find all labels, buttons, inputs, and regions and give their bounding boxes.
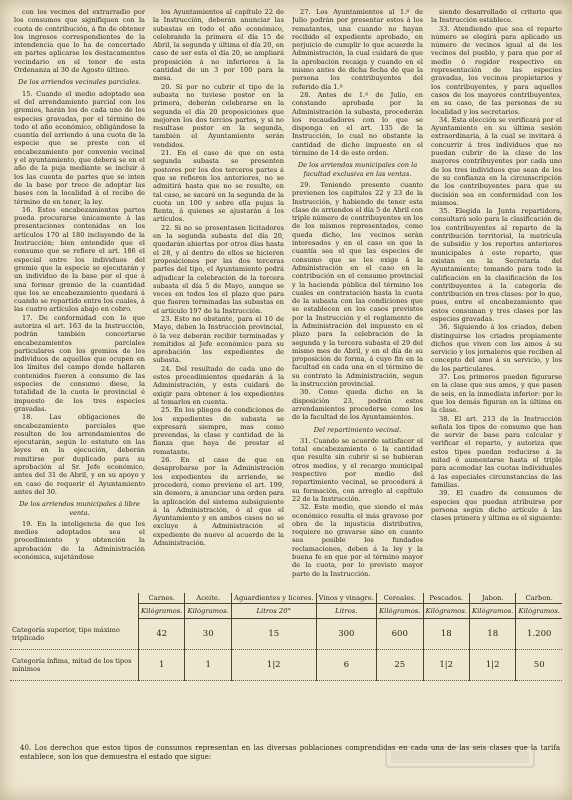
paragraph: 38. El art. 213 de la Instrucción señala los tipos de consumo que han de servir de base para calcular y verificar el reparto, y autoriza que estos tipos puedan reducirse á la mitad ó aumentarse hasta el triple para acomodar las cuotas individuales á las especiales circunstancias de las familias. (431, 414, 562, 489)
table-row (10, 650, 562, 681)
column-1 (14, 8, 145, 592)
paragraph: 23. Esto no obstante, para el 10 de Mayo, deben la Instrucción provincial, ó la vez deberán recibir terminadas y remitidos al Jefe económico para su aprobación los expedientes de subasta. (153, 314, 284, 365)
paragraph: 37. Los primeros pueden figurarse en la clase que sus amos, y que pasen de seis, en la inmediata inferior: por lo que los demás figuran en la última en la clase. (431, 373, 562, 415)
paragraph: 31. Cuando se acuerde satisfacer el total encabezamiento ó la cantidad que resulte sin cubrir si se hubieran otros medios, y el recargo municipal respectivo por medio del repartimiento vecinal, se procederá á su formación, con arreglo al capítulo 22 de la Instrucción. (292, 436, 423, 503)
col-header: Jabon. (469, 593, 515, 604)
column-4 (431, 8, 562, 592)
unit-cell: Kilógramos. (139, 604, 185, 619)
paragraph: 16. Estos encabezamientos partes pueda procurarse únicamente á las presentaciones contenidas en los artículos 170 al 180 incluyendo de la Instrucción; bien entendido que el consumo que se refiere el art. 186 el especial entre los individuos del gremio que la especie se ejecutarán y un individuo de la base por el que á una formar gremio de la cuantidad que los se encabezamiento quedará á cuando se repartido entre los cuales, á las cuatro artículos abajo en cobro. (14, 205, 145, 314)
table-cell: 1|2 (423, 650, 469, 681)
paragraph: siendo desarrollado el criterio que la Instrucción establece. (431, 8, 562, 25)
col-header: Carnes. (139, 593, 185, 604)
unit-cell: Kilógramos. (516, 604, 562, 619)
paragraph: 29. Teniendo presente cuanto previenen los capítulos 22 y 23 de la Instrucción, y habiendo de tener esta clase de arriendos el día 5 de Abril con triple número de contribuyentes en los de los mismos representados, como queda dicho, los vecinos serán interesados y en el caso en que la cuantía sea el que las especies de consumo que se les exige á la Administración en el caso en la contribución en el consumo provincial y la hacienda pública del término los cuales en contratación hasta la cuota de la subasta con las condiciones que se establecen en los casos previstos por la Instrucción y el reglamento de la Administración del impuesto en el plazo para la celebración de la segunda y la tercera subasta el 29 del mismo mes de Abril, y en el día de su proposición de forma, á cuyo fin en la facultad en cada una en el término de su contrato la Administración, segun la instrucción provincial. (292, 180, 423, 389)
table-cell: 1|2 (469, 650, 515, 681)
paragraph: 19. En la inteligencia de que los medios adoptados sea el procedimiento y obtención la aprobación de la Administración económica, sujetándose (14, 519, 145, 561)
table-cell: 30 (185, 619, 231, 650)
section-heading: De los arriendos municipales á libre venta. (19, 500, 140, 517)
row-label: Categoría superior, tipo máximo triplicado (10, 619, 139, 650)
column-2 (153, 8, 284, 592)
row-label: Categoría ínfima, mitad de los tipos mínimos (10, 650, 139, 681)
table-units-row (10, 604, 562, 619)
table-cell: 1|2 (231, 650, 316, 681)
table-cell: 15 (231, 619, 316, 650)
table-corner (10, 593, 139, 604)
paragraph: 17. De conformidad con lo que autoriza el art. 163 de la Instrucción, podrán también concertarse encabezamientos parciales particulares con los gremios de los individuos de aquellos que ocupen en los límites del campo donde hallaren contenidos fueren á consumo de las especies de consumo diese, la totalidad de la cuota le provincial é impuesto de los tres especies gravadas. (14, 313, 145, 413)
paragraph: 30. Como queda dicho en la disposición 23, podrán estos arrendamientos procederse como los de la facultad de los Ayuntamientos. (292, 388, 423, 422)
paragraph: 24. Del resultado de cada uno de estos procedimientos quedarán á la Administración, y esta cuidará de exigir para obtener á los expedientes al tomarlos en cuenta. (153, 364, 284, 406)
paragraph: 32. Este medio, que siendo el más económico resulta el más gravoso por obra de la injusticia distributiva, requiere no gravarse sino en cuanto sea posible los fundados reclamaciones, deben á la ley y la buena fe en que por el término mayor de la cuota, por lo previsto mayor parte de la Instrucción. (292, 503, 423, 578)
unit-cell: Kilógramos. (377, 604, 423, 619)
consumption-table-wrapper (10, 593, 562, 743)
text-columns (14, 8, 562, 592)
paragraph: los Ayuntamientos al capítulo 22 de la Instrucción, deberán anunciar las subastas en todo el año económico, celebrando la primera el día 15 de Abril, la segunda y última el día 20, en caso de ser esta el día 20, se ampliará proposición á no inferiores á la cantidad de un 3 por 100 para la mesa. (153, 8, 284, 83)
paragraph: 26. En el caso de que en desaprobarse por la Administración los expedientes de arriendo, se procederá, como previene el art. 199, sin demora, á anunciar una orden para la aplicación del sistema subsiguiente á la Administración, ó al que el Ayuntamiento y en ambos casos no se excluye á Administración el expediente de nuevo al acuerdo de la Administración. (153, 456, 284, 547)
table-cell: 18 (469, 619, 515, 650)
section-heading: De los arriendos municipales con la facultad exclusiva en las ventas. (297, 161, 418, 178)
unit-cell: Kilógramos. (469, 604, 515, 619)
unit-cell: Kilógramos. (423, 604, 469, 619)
paragraph: 28. Antes de 1.º de Julio, en constando aprobada por la Administración la subasta, procederán los recaudadores con lo que se disponga en el art. 135 de la Instrucción, lo cual no obstante la cantidad de dicho impuesto en el término de 14 de este orden. (292, 90, 423, 158)
table-cell: 25 (377, 650, 423, 681)
col-header: Carbon. (516, 593, 562, 604)
table-cell: 300 (316, 619, 376, 650)
table-row (10, 619, 562, 650)
section-heading: De los arriendos vecinales parciales. (18, 78, 141, 87)
paragraph: 34. Esta elección se verificará por el Ayuntamiento en su última sesión extraordinaria, á la cual se invitará á concurrir á tres individuos que no puedan cubrir de la clase de los mayores contribuyentes por cada uno de los tres individuos que sean de los de su confianza en la circunscripción de los contribuyentes para que su decisión sea en conformidad con los mismos. (431, 115, 562, 207)
table-cell: 1 (139, 650, 185, 681)
table-cell: 1.200 (516, 619, 562, 650)
units-corner (10, 604, 139, 619)
paragraph: 18. Las obligaciones de encabezamiento parciales que resulten de los arrendamientos de ejecutarán, según lo estatuto en las leyes en la ejecución, deberán remitirse por duplicado para su aprobación al Sr. Jefe económico, antes del 31 de Abril, y en su apoyo y en caso de requerir el Ayuntamiento antes del 30. (14, 413, 145, 496)
paragraph: 25. En los pliegos de condiciones de los expedientes de subasta se expresará siempre, mas como prevendas, la clase y cantidad de la fianza que haya de prestar el rematante. (153, 406, 284, 456)
column-3 (292, 8, 423, 592)
table-cell: 600 (377, 619, 423, 650)
paragraph: 35. Elegida la Junta repartidora, consultará solo para la clasificación de los contribuyentes al reparto de la contribución territorial, la matrícula de subsidio y los reportes anteriores municipales á este reparto, que existan en la Secretaría del Ayuntamiento; tomando para todo la calificación en la clasificación de los contribuyentes á la categoría de contribución en tres clases: por lo que, pues, entre el encabezamiento que estos consuman y tres clases por las especies gravadas. (431, 207, 562, 323)
col-header: Cereales. (377, 593, 423, 604)
table-cell: 42 (139, 619, 185, 650)
paragraph: 22. Si no se presentasen licitadores en la segunda subasta del día 20, quedarán abiertas por otros días hasta el 28, y al dentro de ellos se hicieren proposiciones por las dos terceras partes del tipo, el Ayuntamiento podrá adjudicar la celebración de la tercera subasta el día 5 de Mayo, aunque se veces en todos los el plazo que para que fueren terminadas las subastas en el artículo 197 de la Instrucción. (153, 223, 284, 315)
table-cell: 1 (185, 650, 231, 681)
col-header: Pescados. (423, 593, 469, 604)
consumption-table (10, 593, 562, 681)
paragraph: 39. El cuadro de consumos de especies que puedan atribuirse por persona según dicho artículo á las clases primera y última es el siguiente: (431, 489, 562, 523)
paragraph: 21. En el caso de que en esta segunda subasta se presenten postores por los dos terceros partes á que se refieren los anteriores, no se admitirá hasta que no se resulte, en tal caso, se sacaré en la segunda de la cuota un 100 y sobre ella pujas la Renta, á quienes se ajustarán á los artículos. (153, 149, 284, 224)
unit-cell: Litros 20° (231, 604, 316, 619)
paragraph: 15. Cuando el medio adoptado sea el del arrendamiento parcial con los gremios, harán los de cada uno de los especies gravadas, por el término de todo el año económico, obligándose la cuantía del arriendo á una cuota de la especie que se preste con el encabezamiento por convenio vecinal y el ayuntamiento, que deberá se en el año de la puja mediante se incluir á los las cuenta de partes que se inten de la base por trece de adoptar las bases con la localidad á el recibo de término de en tener, la ley. (14, 89, 145, 206)
table-cell: 6 (316, 650, 376, 681)
paragraph: 27. Los Ayuntamientos al 1.º de Julio podrán por presentar estos á los rematantes, una cuando no hayan recibido el expediente aprobado, en perjuicio de cumplir lo que acuerde la Administración, la cual cuidará de que la aprobación recaiga y cuando en el mismo antes de dicha fecha de que la persona los contribuyentes del referido día 1.º (292, 8, 423, 91)
paragraph: 36. Siguiendo á los criados, deben distinguirse los criados propiamente dichos que viven con los amos á su servicio y los jornaleros que reciben al concepto del amo á su servicio, y los de los particulares. (431, 323, 562, 373)
table-cell: 50 (516, 650, 562, 681)
table-header-row (10, 593, 562, 604)
unit-cell: Kilógramos. (185, 604, 231, 619)
col-header: Aceite. (185, 593, 231, 604)
col-header: Aguardientes y licores. (231, 593, 316, 604)
paragraph: 20. Si por no cubrir el tipo de la subasta no tuviese postor en la primera, deberán celebrarse en la segunda el día 20 proposiciones que mejoren los dos tercios partes, y si no resultase postor en la segunda, también el Ayuntamiento serán vendidos. (153, 82, 284, 149)
paragraph: con los vecinos del extrarradio por los consumos que signifiquen con la cuota de contribución, á fin de obtener los ingresos correspondientes de la intendencia que lo ha de concertado en partes aplicarse los destacamentos vecindario en el tenor de esta Ordenanza al 30 de Agosto último. (14, 8, 145, 75)
section-heading: Del repartimiento vecinal. (313, 425, 402, 434)
paragraph: 33. Atendiendo que sea el reparto número se elegirá para aplicado un número de vecinos igual al de los vecinos del pueblo, y para que por el medio ó regidor respectivo en representación de las especies gravadas, los vecinos propietarios y los contribuyentes, y para aquellos casos de los mayores contribuyentes, en su caso, de las personas de su localidad y los secretarios. (431, 24, 562, 116)
footer-paragraph: 40. Los derechos que estos tipos de consumos representan en las diversas poblaciones comprendidas en cada una de las seis clases que la tarifa establece, son los que demuestra el estado que sigue: (20, 744, 560, 761)
unit-cell: Litros. (316, 604, 376, 619)
col-header: Vinos y vinagre. (316, 593, 376, 604)
table-cell: 18 (423, 619, 469, 650)
